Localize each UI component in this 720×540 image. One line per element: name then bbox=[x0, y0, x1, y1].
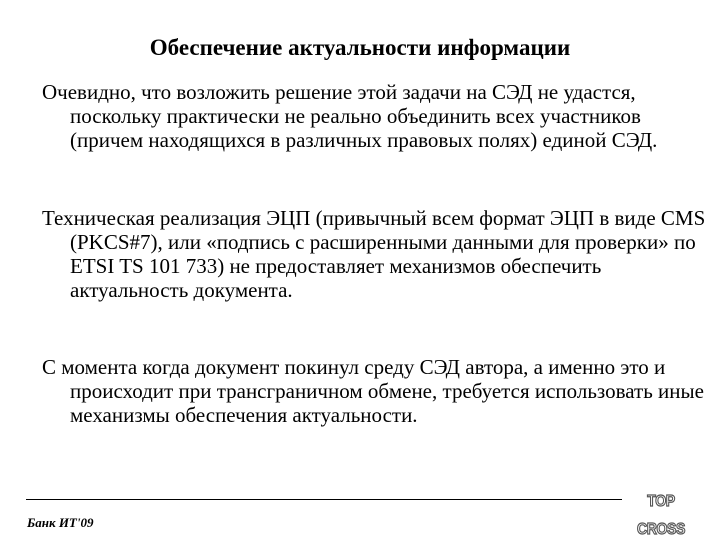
footer-divider bbox=[26, 499, 622, 500]
paragraph-crossborder: С момента когда документ покинул среду СЭД автора, а именно это и происходит при трансграничном обмене, требуется использовать иные механизмы обеспечения актуальности. bbox=[42, 355, 704, 427]
paragraph-sed: Очевидно, что возложить решение этой задачи на СЭД не удастся, поскольку практически не реально объединить всех участников (причем находящихся в различных правовых полях) единой СЭД. bbox=[42, 80, 658, 152]
paragraph-ecp: Техническая реализация ЭЦП (привычный всем формат ЭЦП в виде CMS (PKCS#7), или «подпись с расширенными данными для проверки» по ETSI TS 101 733) не предоставляет механизмов обеспечить актуальность документа. bbox=[42, 206, 706, 302]
logo-text: TOP CROSS bbox=[637, 493, 685, 538]
footer-label: Банк ИТ'09 bbox=[27, 515, 94, 530]
topcross-logo bbox=[618, 488, 704, 538]
slide-title: Обеспечение актуальности информации bbox=[149, 35, 571, 60]
